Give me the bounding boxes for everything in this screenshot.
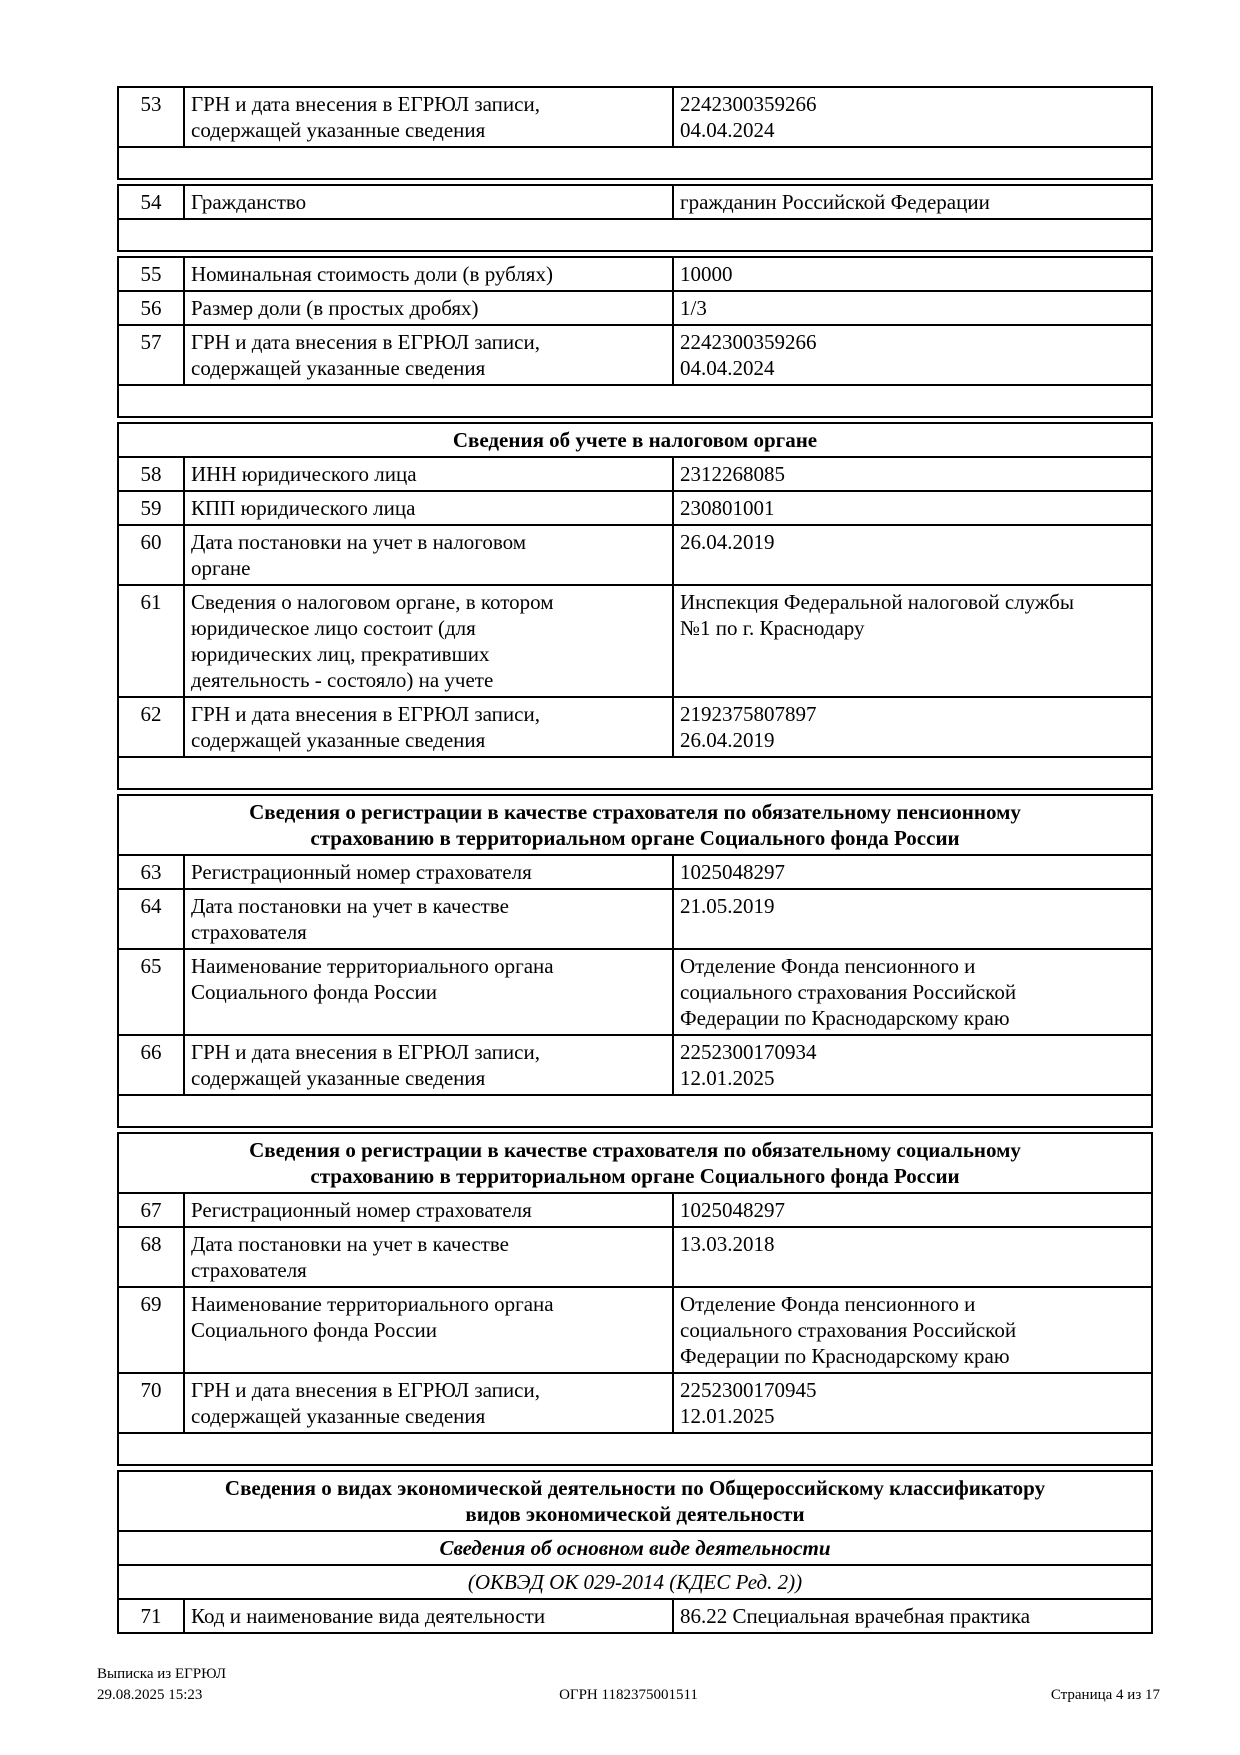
row-label-line: деятельность - состояло) на учете: [191, 668, 494, 692]
section-citizenship: [117, 184, 1153, 252]
row-label: [184, 855, 673, 889]
row-label-line: Наименование территориального органа: [191, 1292, 554, 1316]
row-value-line: 12.01.2025: [680, 1404, 775, 1428]
row-label: [184, 185, 673, 219]
section-header-line: Сведения о регистрации в качестве страхователя по обязательному социальному: [249, 1138, 1021, 1162]
section-subheader: Сведения об основном виде деятельности: [118, 1531, 1152, 1565]
row-label-line: Дата постановки на учет в качестве: [191, 1232, 509, 1256]
spacer-row: [118, 219, 1152, 251]
row-number: 71: [118, 1599, 184, 1633]
row-value-line: гражданин Российской Федерации: [680, 190, 990, 214]
row-label: [184, 697, 673, 757]
row-label-line: КПП юридического лица: [191, 496, 416, 520]
table-row-61: [118, 585, 1152, 697]
row-number: 63: [118, 855, 184, 889]
row-number: 64: [118, 889, 184, 949]
row-value: [673, 697, 1152, 757]
row-label-line: органе: [191, 556, 251, 580]
row-value: [673, 325, 1152, 385]
section-header-row: [118, 1133, 1152, 1193]
row-value: [673, 1193, 1152, 1227]
footer-page-number: Страница 4 из 17: [1050, 1687, 1160, 1703]
row-label-line: Размер доли (в простых дробях): [191, 296, 479, 320]
row-value: [673, 949, 1152, 1035]
document-body: [117, 86, 1151, 1638]
table-row-71: [118, 1599, 1152, 1633]
row-label: [184, 291, 673, 325]
row-value: [673, 855, 1152, 889]
spacer-cell: [118, 147, 1152, 179]
row-label-line: юридических лиц, прекративших: [191, 642, 490, 666]
table-row-58: [118, 457, 1152, 491]
table-row-56: [118, 291, 1152, 325]
row-label-line: страхователя: [191, 920, 307, 944]
row-value-line: Инспекция Федеральной налоговой службы: [680, 590, 1074, 614]
row-value-line: 230801001: [680, 496, 775, 520]
row-value-line: №1 по г. Краснодару: [680, 616, 865, 640]
row-number: 69: [118, 1287, 184, 1373]
footer-ogrn: ОГРН 1182375001511: [559, 1687, 698, 1703]
row-number: 61: [118, 585, 184, 697]
row-label-line: содержащей указанные сведения: [191, 1066, 486, 1090]
row-value-line: 12.01.2025: [680, 1066, 775, 1090]
row-label: [184, 1373, 673, 1433]
section-header: [118, 1133, 1152, 1193]
table-row-62: [118, 697, 1152, 757]
footer-timestamp: 29.08.2025 15:23: [97, 1687, 203, 1703]
row-value-line: 2252300170934: [680, 1040, 817, 1064]
section-header-row: [118, 1471, 1152, 1531]
section-social-insurer: [117, 1132, 1153, 1466]
section-header-row: [118, 795, 1152, 855]
row-value: [673, 585, 1152, 697]
row-number: 53: [118, 87, 184, 147]
table-row-59: [118, 491, 1152, 525]
table-row-60: [118, 525, 1152, 585]
section-share-value: [117, 256, 1153, 418]
row-number: 67: [118, 1193, 184, 1227]
spacer-cell: [118, 219, 1152, 251]
row-label-line: страхователя: [191, 1258, 307, 1282]
row-value: [673, 257, 1152, 291]
row-value: [673, 1227, 1152, 1287]
row-value: [673, 1373, 1152, 1433]
row-number: 68: [118, 1227, 184, 1287]
spacer-cell: [118, 385, 1152, 417]
row-label-line: Код и наименование вида деятельности: [191, 1604, 546, 1628]
row-value: [673, 889, 1152, 949]
spacer-cell: [118, 757, 1152, 789]
row-label: [184, 1035, 673, 1095]
table-row-68: [118, 1227, 1152, 1287]
row-label: [184, 325, 673, 385]
row-value-line: 2242300359266: [680, 92, 817, 116]
section-subheader: (ОКВЭД ОК 029-2014 (КДЕС Ред. 2)): [118, 1565, 1152, 1599]
row-value-line: 2312268085: [680, 462, 785, 486]
row-value-line: 1025048297: [680, 1198, 785, 1222]
row-label: [184, 87, 673, 147]
row-number: 56: [118, 291, 184, 325]
section-header-line: Сведения о регистрации в качестве страхователя по обязательному пенсионному: [249, 800, 1021, 824]
row-label: [184, 585, 673, 697]
row-value-line: 04.04.2024: [680, 356, 775, 380]
row-value-line: 2252300170945: [680, 1378, 817, 1402]
row-value: [673, 1035, 1152, 1095]
row-value-line: 1025048297: [680, 860, 785, 884]
table-row-70: [118, 1373, 1152, 1433]
row-number: 65: [118, 949, 184, 1035]
row-label-line: ИНН юридического лица: [191, 462, 417, 486]
row-value-line: Отделение Фонда пенсионного и: [680, 1292, 976, 1316]
row-label-line: Сведения о налоговом органе, в котором: [191, 590, 554, 614]
section-header: [118, 1471, 1152, 1531]
row-label: [184, 257, 673, 291]
section-header-row: [118, 423, 1152, 457]
row-number: 66: [118, 1035, 184, 1095]
row-number: 57: [118, 325, 184, 385]
section-header-line: видов экономической деятельности: [465, 1502, 805, 1526]
row-value: [673, 185, 1152, 219]
row-label-line: Регистрационный номер страхователя: [191, 860, 532, 884]
section-header: [118, 795, 1152, 855]
table-row-54: [118, 185, 1152, 219]
row-value-line: 2192375807897: [680, 702, 817, 726]
table-row-64: [118, 889, 1152, 949]
row-number: 58: [118, 457, 184, 491]
section-subheader-row: [118, 1531, 1152, 1565]
row-label-line: Номинальная стоимость доли (в рублях): [191, 262, 553, 286]
row-label-line: ГРН и дата внесения в ЕГРЮЛ записи,: [191, 92, 540, 116]
row-label-line: Социального фонда России: [191, 1318, 438, 1342]
spacer-row: [118, 147, 1152, 179]
row-label-line: юридическое лицо состоит (для: [191, 616, 476, 640]
section-subheader-row: [118, 1565, 1152, 1599]
section-header-line: страхованию в территориальном органе Социального фонда России: [310, 1164, 960, 1188]
spacer-cell: [118, 1095, 1152, 1127]
section-header: [118, 423, 1152, 457]
spacer-row: [118, 385, 1152, 417]
row-label-line: Социального фонда России: [191, 980, 438, 1004]
table-row-63: [118, 855, 1152, 889]
spacer-cell: [118, 1433, 1152, 1465]
row-label-line: Дата постановки на учет в качестве: [191, 894, 509, 918]
row-value: [673, 1599, 1152, 1633]
row-value-line: 04.04.2024: [680, 118, 775, 142]
table-row-57: [118, 325, 1152, 385]
row-value-line: 1/3: [680, 296, 707, 320]
row-value: [673, 491, 1152, 525]
row-label-line: содержащей указанные сведения: [191, 356, 486, 380]
row-value-line: 86.22 Специальная врачебная практика: [680, 1604, 1031, 1628]
row-value-line: социального страхования Российской: [680, 1318, 1017, 1342]
row-value: [673, 525, 1152, 585]
row-value-line: 10000: [680, 262, 733, 286]
row-label: [184, 1599, 673, 1633]
row-label-line: содержащей указанные сведения: [191, 118, 486, 142]
footer-doc-type: Выписка из ЕГРЮЛ: [97, 1666, 226, 1682]
row-value-line: 26.04.2019: [680, 728, 775, 752]
row-value-line: социального страхования Российской: [680, 980, 1017, 1004]
row-label-line: ГРН и дата внесения в ЕГРЮЛ записи,: [191, 1040, 540, 1064]
row-value-line: 2242300359266: [680, 330, 817, 354]
section-pension-insurer: [117, 794, 1153, 1128]
row-label-line: содержащей указанные сведения: [191, 728, 486, 752]
row-value-line: Федерации по Краснодарскому краю: [680, 1006, 1010, 1030]
row-label: [184, 1287, 673, 1373]
section-economic-activities: [117, 1470, 1153, 1634]
row-value: [673, 457, 1152, 491]
row-label-line: содержащей указанные сведения: [191, 1404, 486, 1428]
row-label-line: ГРН и дата внесения в ЕГРЮЛ записи,: [191, 702, 540, 726]
section-header-line: Сведения о видах экономической деятельности по Общероссийскому классификатору: [224, 1476, 1046, 1500]
row-label-line: Регистрационный номер страхователя: [191, 1198, 532, 1222]
row-number: 70: [118, 1373, 184, 1433]
section-header-line: страхованию в территориальном органе Социального фонда России: [310, 826, 960, 850]
section-share-grn: [117, 86, 1153, 180]
row-label: [184, 525, 673, 585]
table-row-66: [118, 1035, 1152, 1095]
table-row-55: [118, 257, 1152, 291]
table-row-53: [118, 87, 1152, 147]
row-value: [673, 1287, 1152, 1373]
row-value-line: 21.05.2019: [680, 894, 775, 918]
row-number: 62: [118, 697, 184, 757]
table-row-65: [118, 949, 1152, 1035]
row-value-line: 13.03.2018: [680, 1232, 775, 1256]
row-number: 59: [118, 491, 184, 525]
page-footer: [97, 1662, 1160, 1706]
row-number: 54: [118, 185, 184, 219]
row-label-line: ГРН и дата внесения в ЕГРЮЛ записи,: [191, 1378, 540, 1402]
row-value: [673, 291, 1152, 325]
table-row-67: [118, 1193, 1152, 1227]
section-tax-registration: [117, 422, 1153, 790]
row-label-line: ГРН и дата внесения в ЕГРЮЛ записи,: [191, 330, 540, 354]
row-label: [184, 457, 673, 491]
spacer-row: [118, 1095, 1152, 1127]
row-label: [184, 949, 673, 1035]
table-row-69: [118, 1287, 1152, 1373]
row-number: 55: [118, 257, 184, 291]
row-value-line: Федерации по Краснодарскому краю: [680, 1344, 1010, 1368]
section-header-line: Сведения об учете в налоговом органе: [452, 428, 818, 452]
spacer-row: [118, 1433, 1152, 1465]
row-value-line: 26.04.2019: [680, 530, 775, 554]
row-label: [184, 1193, 673, 1227]
row-value-line: Отделение Фонда пенсионного и: [680, 954, 976, 978]
row-label: [184, 1227, 673, 1287]
spacer-row: [118, 757, 1152, 789]
row-label-line: Дата постановки на учет в налоговом: [191, 530, 527, 554]
row-value: [673, 87, 1152, 147]
row-number: 60: [118, 525, 184, 585]
row-label-line: Гражданство: [191, 190, 307, 214]
row-label: [184, 889, 673, 949]
row-label-line: Наименование территориального органа: [191, 954, 554, 978]
row-label: [184, 491, 673, 525]
